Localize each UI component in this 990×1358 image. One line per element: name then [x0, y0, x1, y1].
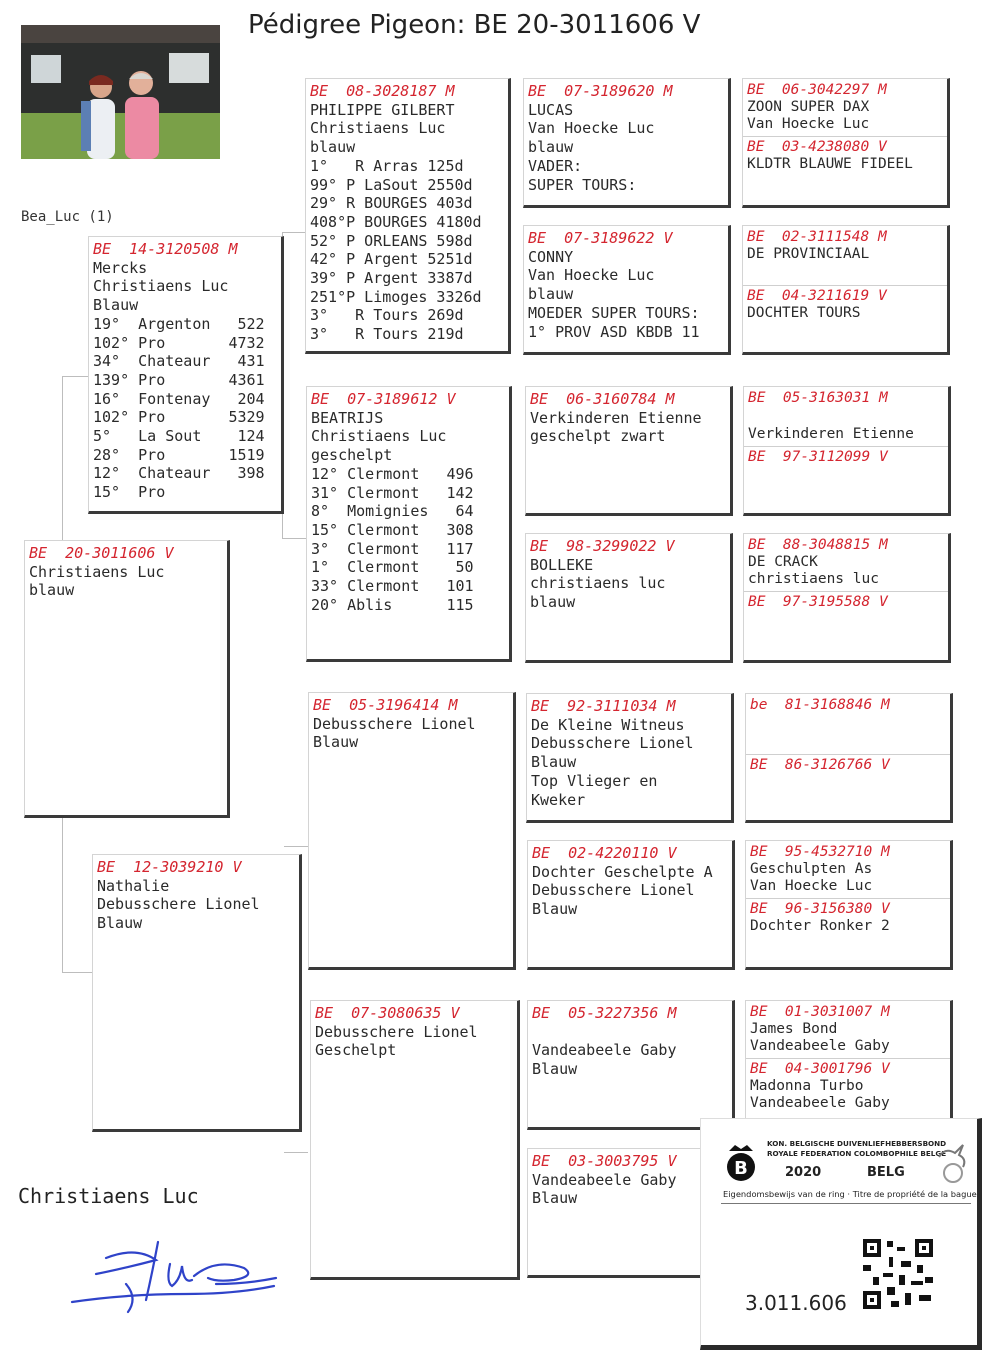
pigeon-line: Top Vlieger en: [531, 771, 658, 790]
ancestor-pair-card: [743, 386, 951, 516]
pigeon-line: Christiaens Luc: [310, 119, 446, 138]
maternal-grandfather-card: [308, 692, 516, 970]
pigeon-line: 29° R BOURGES 403d: [310, 194, 473, 213]
mother-pigeon-card: [92, 854, 302, 1132]
pigeon-line: 139° Pro 4361: [93, 370, 265, 389]
pigeon-line: Vandeabeele Gaby: [750, 1038, 890, 1054]
pigeon-line: Geschelpt: [315, 1041, 397, 1060]
ring-number: BE 03-4238080 V: [747, 139, 887, 155]
pigeon-line: geschelpt: [311, 446, 393, 465]
pigeon-line: 28° Pro 1519: [93, 445, 265, 464]
qr-code-icon: [861, 1237, 935, 1311]
ownership-title: Eigendomsbewijs van de ring · Titre de propriété de la bague: [723, 1189, 977, 1199]
pigeon-line: Blauw: [532, 900, 578, 919]
svg-text:B: B: [734, 1158, 748, 1179]
card-divider: [746, 754, 950, 755]
pigeon-line: blauw: [310, 138, 356, 157]
pigeon-line: BEATRIJS: [311, 408, 384, 427]
ring-number: BE 03-3003795 V: [532, 1152, 677, 1170]
pigeon-line: DOCHTER TOURS: [747, 304, 861, 321]
pigeon-line: Van Hoecke Luc: [747, 116, 870, 132]
card-divider: [744, 446, 948, 447]
pigeon-line: Verkinderen Etienne: [530, 408, 702, 427]
pigeon-line: 5° La Sout 124: [93, 427, 265, 446]
ring-number: BE 06-3042297 M: [747, 82, 887, 98]
maternal-grandmother-card: [310, 1000, 520, 1280]
page-title: Pédigree Pigeon: BE 20-3011606 V: [248, 10, 701, 40]
pigeon-line: Blauw: [531, 753, 577, 772]
pigeon-line: 12° Chateaur 398: [93, 464, 265, 483]
ring-number-large: 3.011.606: [745, 1291, 847, 1315]
pigeon-line: Dochter Geschelpte A: [532, 862, 713, 881]
ancestor-pair-card: [745, 693, 953, 823]
ring-number: BE 07-3189622 V: [528, 229, 673, 247]
ring-number: BE 05-3227356 M: [532, 1004, 677, 1022]
federation-name-fr: ROYALE FEDERATION COLOMBOPHILE BELGE: [767, 1148, 947, 1158]
ring-ownership-card: [700, 1118, 982, 1350]
pigeon-line: James Bond: [750, 1021, 838, 1037]
ancestor-pair-card: [745, 1000, 953, 1130]
ring-number: BE 97-3195588 V: [748, 594, 888, 610]
pigeon-line: 1° PROV ASD KBDB 11: [528, 322, 700, 341]
card-divider: [746, 898, 950, 899]
card-divider: [721, 1203, 971, 1204]
ring-number: be 81-3168846 M: [750, 697, 890, 713]
ancestor-pair-card: [742, 225, 950, 355]
ancestor-card: [526, 693, 734, 823]
pigeon-line: blauw: [528, 138, 574, 157]
card-divider: [746, 1058, 950, 1059]
pigeon-line: Debusschere Lionel: [97, 895, 260, 914]
pigeon-line: Christiaens Luc: [311, 427, 447, 446]
pigeon-line: BOLLEKE: [530, 555, 594, 574]
ancestor-card: [527, 1000, 735, 1130]
owner-photo: [21, 25, 220, 159]
ring-number: BE 86-3126766 V: [750, 757, 890, 774]
pigeon-line: 3° R Tours 269d: [310, 306, 464, 325]
pigeon-line: Geschulpten As: [750, 861, 873, 877]
pigeon-line: Madonna Turbo: [750, 1078, 864, 1094]
paternal-grandfather-card: [305, 78, 511, 354]
ring-number: BE 02-4220110 V: [532, 844, 677, 862]
ancestor-card: [523, 78, 731, 208]
ring-number: BE 20-3011606 V: [29, 544, 174, 562]
pigeon-line: De Kleine Witneus: [531, 715, 685, 734]
pigeon-line: Mercks: [93, 258, 148, 277]
ring-number: BE 08-3028187 M: [310, 82, 455, 100]
connector-line: [282, 232, 306, 233]
pigeon-line: blauw: [528, 285, 574, 304]
pigeon-line: blauw: [29, 581, 75, 600]
kbdb-crest-icon: [721, 1141, 761, 1185]
federation-name-nl: KON. BELGISCHE DUIVENLIEFHEBBERSBOND: [767, 1139, 947, 1148]
pigeon-line: christiaens luc: [530, 574, 666, 593]
connector-line: [62, 376, 90, 377]
ring-number: BE 05-3196414 M: [313, 696, 458, 714]
ancestor-card: [525, 386, 733, 516]
pigeon-line: 99° P LaSout 2550d: [310, 175, 473, 194]
father-pigeon-card: [88, 236, 284, 514]
pigeon-line: 34° Chateaur 431: [93, 352, 265, 371]
pigeon-line: 251°P Limoges 3326d: [310, 287, 482, 306]
pigeon-line: Blauw: [313, 733, 359, 752]
ring-number: BE 97-3112099 V: [748, 448, 888, 465]
pigeon-line: Christiaens Luc: [93, 277, 229, 296]
pigeon-line: Van Hoecke Luc: [750, 878, 873, 894]
ancestor-pair-card: [745, 840, 953, 970]
pigeon-line: Christiaens Luc: [29, 562, 165, 581]
pigeon-line: 102° Pro 5329: [93, 408, 265, 427]
pigeon-line: KLDTR BLAUWE FIDEEL: [747, 156, 913, 172]
pigeon-line: Vandeabeele Gaby: [532, 1170, 677, 1189]
pigeon-line: Debusschere Lionel: [315, 1022, 478, 1041]
ancestor-card: [527, 840, 735, 970]
pigeon-line: Kweker: [531, 790, 586, 809]
card-divider: [743, 136, 947, 137]
connector-line: [62, 376, 63, 540]
ring-number: BE 98-3299022 V: [530, 537, 675, 555]
pigeon-line: Debusschere Lionel: [532, 881, 695, 900]
subject-pigeon-card: [24, 540, 230, 818]
ring-number: BE 95-4532710 M: [750, 844, 890, 860]
pigeon-line: 31° Clermont 142: [311, 483, 474, 502]
pigeon-line: VADER:: [528, 156, 583, 175]
pigeon-line: 408°P BOURGES 4180d: [310, 212, 482, 231]
card-divider: [744, 591, 948, 592]
ring-number: BE 07-3080635 V: [315, 1004, 460, 1022]
ancestor-card: [525, 533, 733, 663]
federation-logo-icon: [933, 1141, 973, 1185]
filename-label: Bea_Luc (1): [21, 209, 114, 225]
ring-year: 2020: [785, 1165, 822, 1180]
connector-line: [62, 814, 63, 972]
pigeon-line: ZOON SUPER DAX: [747, 99, 870, 115]
ring-number: BE 07-3189620 M: [528, 82, 673, 100]
ring-country: BELG: [867, 1165, 905, 1180]
pigeon-line: 19° Argenton 522: [93, 314, 265, 333]
pigeon-line: 15° Pro: [93, 483, 166, 502]
pigeon-line: 102° Pro 4732: [93, 333, 265, 352]
pigeon-line: 52° P ORLEANS 598d: [310, 231, 473, 250]
signature: [66, 1228, 280, 1314]
pigeon-line: Van Hoecke Luc: [528, 119, 655, 138]
pigeon-line: 20° Ablis 115: [311, 595, 474, 614]
card-divider: [743, 285, 947, 286]
ring-number: BE 96-3156380 V: [750, 901, 890, 917]
ring-number: BE 12-3039210 V: [97, 858, 242, 876]
pigeon-line: DE CRACK: [748, 554, 818, 570]
pigeon-line: PHILIPPE GILBERT: [310, 100, 455, 119]
pigeon-line: blauw: [530, 593, 576, 612]
paternal-grandmother-card: [306, 386, 512, 662]
ring-number: BE 07-3189612 V: [311, 390, 456, 408]
pigeon-line: Vandeabeele Gaby: [532, 1041, 677, 1060]
pigeon-line: 8° Momignies 64: [311, 502, 474, 521]
ring-number: BE 05-3163031 M: [748, 390, 888, 406]
pigeon-line: 3° Clermont 117: [311, 539, 474, 558]
ring-number: BE 01-3031007 M: [750, 1004, 890, 1020]
pigeon-line: christiaens luc: [748, 571, 879, 587]
pigeon-line: Debusschere Lionel: [531, 734, 694, 753]
connector-line: [284, 1152, 308, 1153]
ring-number: BE 04-3211619 V: [747, 287, 887, 304]
pigeon-line: CONNY: [528, 247, 574, 266]
ring-number: BE 92-3111034 M: [531, 697, 676, 715]
pigeon-line: SUPER TOURS:: [528, 175, 637, 194]
pigeon-line: 12° Clermont 496: [311, 464, 474, 483]
pigeon-line: 42° P Argent 5251d: [310, 250, 473, 269]
pigeon-line: Blauw: [532, 1060, 578, 1079]
pigeon-line: geschelpt zwart: [530, 427, 666, 446]
ring-number: BE 06-3160784 M: [530, 390, 675, 408]
ancestor-pair-card: [743, 533, 951, 663]
pigeon-line: Debusschere Lionel: [313, 714, 476, 733]
pigeon-line: Verkinderen Etienne: [748, 425, 914, 442]
owner-name: Christiaens Luc: [18, 1184, 199, 1208]
pigeon-line: LUCAS: [528, 100, 574, 119]
pigeon-line: DE PROVINCIAAL: [747, 246, 870, 262]
pigeon-line: 16° Fontenay 204: [93, 389, 265, 408]
pigeon-line: Blauw: [97, 914, 143, 933]
federation-name: [767, 1139, 946, 1158]
ring-number: BE 02-3111548 M: [747, 229, 887, 245]
pigeon-line: 1° Clermont 50: [311, 558, 474, 577]
pigeon-line: MOEDER SUPER TOURS:: [528, 303, 700, 322]
ancestor-card: [523, 225, 731, 355]
pigeon-line: Blauw: [93, 296, 139, 315]
pigeon-line: Blauw: [532, 1189, 578, 1208]
pigeon-line: 33° Clermont 101: [311, 577, 474, 596]
pigeon-line: Nathalie: [97, 876, 170, 895]
pigeon-line: Dochter Ronker 2: [750, 918, 890, 934]
connector-line: [284, 846, 308, 847]
pigeon-line: 1° R Arras 125d: [310, 156, 464, 175]
ring-number: BE 14-3120508 M: [93, 240, 238, 258]
pigeon-line: 39° P Argent 3387d: [310, 269, 473, 288]
ancestor-pair-card: [742, 78, 950, 208]
connector-line: [62, 972, 94, 973]
ring-number: BE 88-3048815 M: [748, 537, 888, 553]
pigeon-line: 15° Clermont 308: [311, 520, 474, 539]
pigeon-line: Van Hoecke Luc: [528, 266, 655, 285]
ring-number: BE 04-3001796 V: [750, 1061, 890, 1077]
pigeon-line: Vandeabeele Gaby: [750, 1095, 890, 1111]
pigeon-line: 3° R Tours 219d: [310, 325, 464, 344]
connector-line: [282, 538, 306, 539]
